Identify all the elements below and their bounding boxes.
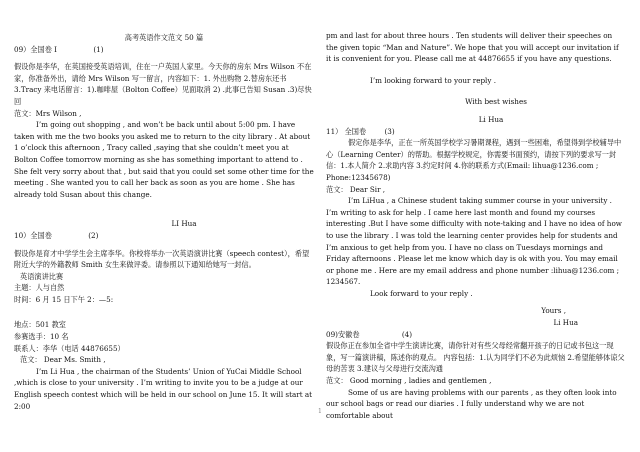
q11-prompt: 假定你是李华，正在一所英国学校学习暑期课程，遇到一些困难，希望得到学校辅导中心（Learning Center）的帮助。根据学校规定，你需要书面预约，请按下列的要求写一封信：1.本人简介 2.求助内容 3.约定时间 4.你的联系方式(Email: lihua@1236.com ; Phone:12345678)	[326, 138, 622, 182]
q9-header-text: 09）全国卷 I	[14, 44, 58, 54]
q11-sample-body: I’m LiHua , a Chinese student taking summer course in your university . I’m writing to ask for help . I came here last month and found my courses interesting .But I have some difficulty with note-taking and I have no idea of how to use the library . I was told the learning center provides help for students and I’m anxious to get help from you. I have no class on Tuesdays mornings and Friday afternoons . Please let me know which day is ok with you. You may email or phone me . Here are my email address and phone number :lihua@1236.com ; 1234567.	[326, 196, 622, 287]
q11-header-text: 11） 全国卷	[326, 126, 367, 136]
q10-number: (2)	[88, 230, 99, 240]
q9-number: (1)	[93, 44, 104, 54]
q10-signature: Li Hua	[478, 114, 504, 124]
q9-sample-label: 范文：Mrs Wilson ,	[14, 108, 82, 118]
q11-header	[326, 126, 626, 138]
q9b-sample-body: Some of us are having problems with our parents , as they often look into our school bags or read our diaries . I fully understand why we are not comfortable about	[326, 387, 617, 420]
q10-wishes: With best wishes	[465, 97, 527, 107]
q9b-number: (4)	[401, 329, 412, 339]
q10-sample-continued: pm and last for about three hours . Ten students will deliver their speeches on the given topic “Man and Nature”. We hope that you will accept our invitation if it is convenient for you. Please call me at 44876655 if you have any questions.	[326, 31, 619, 64]
q9b-sample-label: 范文： Good morning , ladies and gentlemen ,	[326, 376, 492, 386]
q10-header-text: 10）全国卷	[14, 230, 52, 240]
q10-prompt: 假设你是育才中学学生会主席李华。你校将举办一次英语演讲比赛（speech contest），希望附近大学的外籍教师 Smith 女生来做评委。请参照以下通知给她写一封信。	[14, 248, 310, 270]
q10-sample-body: I’m Li Hua , the chairman of the Students’ Union of YuCai Middle School ,which is close to your university . I’m writing to invite you to be a judge at our English speech contest which will be held in our school on June 15. It will start at 2:00	[14, 366, 313, 411]
notice-time: 时间：6 月 15 日下午 2：—5:	[14, 294, 114, 304]
notice-theme: 主题：人与自然	[14, 283, 65, 293]
q9-signature: LI Hua	[171, 219, 197, 229]
q11-closing: Look forward to your reply .	[370, 288, 473, 298]
q9b-prompt: 假设你正在参加全省中学生演讲比赛，请你针对有些父母经常翻开孩子的日记或书包这一现象，写一篇演讲稿，陈述你的观点。 内容包括：1.认为同学们不必为此烦恼 2.希望能够体谅父母的苦衷 3.建议与父母进行交流沟通	[326, 341, 625, 374]
q11-yours: Yours ,	[541, 306, 566, 316]
q9b-header	[326, 329, 626, 341]
q11-sample-label: 范文： Dear Sir ,	[326, 184, 386, 194]
left-column	[14, 0, 314, 412]
page-number: 1	[318, 408, 322, 415]
right-column	[326, 0, 626, 421]
q9-sample-body: I’m going out shopping , and won’t be back until about 5:00 pm. I have taken with me the two books you asked me to return to the city library . At about 1 o’clock this afternoon , Tracy called ,saying that she couldn’t meet you at Bolton Coffee tomorrow morning as she has something important to attend to . She felt very sorry about that , but said that you could set some other time for the meeting . She wanted you to call her back as soon as you are home . She has already told Susan about this change.	[14, 120, 314, 199]
q10-closing: I’m looking forward to your reply .	[370, 75, 496, 85]
q11-signature: Li Hua	[553, 318, 578, 328]
q11-number: (3)	[384, 126, 395, 136]
notice-title: 英语演讲比赛	[20, 271, 64, 281]
q10-header	[14, 230, 314, 242]
notice-place: 地点：501 教室	[14, 320, 66, 330]
q9-header	[14, 44, 314, 56]
notice-participants: 参赛选手：10 名	[14, 332, 69, 342]
doc-title: 高考英语作文范文 50 篇	[124, 33, 204, 42]
q9b-header-text: 09)安徽卷	[326, 329, 360, 339]
notice-contact: 联系人：李华（电话 44876655）	[14, 343, 125, 353]
q10-sample-label: 范文： Dear Ms. Smith ,	[20, 355, 106, 365]
q9-prompt: 假设你是李华，在英国接受英语培训，住在一户英国人家里。今天你的房东 Mrs Wilson 不在家，你准备外出，请给 Mrs Wilson 写一留言，内容如下：1. 外出购物 2.替房东还书 3.Tracy 来电话留言：1).咖啡屋（Bolton Coffee）见面取消 2) .此事已告知 Susan .3)尽快回	[14, 62, 312, 106]
